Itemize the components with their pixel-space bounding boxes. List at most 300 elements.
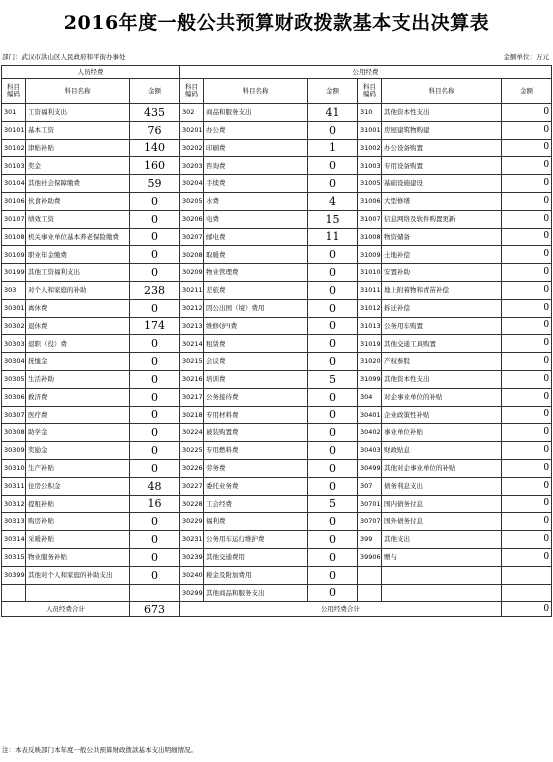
table-cell-name: 产权参股 [382, 353, 502, 371]
table-cell-amount: 0 [308, 317, 358, 335]
table-cell-name: 其他社会保障缴费 [26, 175, 130, 193]
table-cell-amount: 48 [130, 477, 180, 495]
table-cell-name [26, 584, 130, 602]
table-cell-code: 31012 [358, 299, 382, 317]
table-cell-amount: 0 [502, 175, 552, 193]
table-cell-name: 印刷费 [204, 139, 308, 157]
table-cell-amount: 0 [502, 406, 552, 424]
table-row [2, 548, 552, 566]
table-row [2, 192, 552, 210]
table-cell-amount: 0 [308, 424, 358, 442]
table-cell-amount: 0 [130, 388, 180, 406]
table-cell-name: 大型修缮 [382, 192, 502, 210]
amount-header: 金额 [130, 79, 180, 104]
table-cell-amount: 0 [130, 299, 180, 317]
table-row [2, 370, 552, 388]
table-cell-code [358, 584, 382, 602]
table-cell-amount: 0 [130, 192, 180, 210]
table-cell-code: 399 [358, 531, 382, 549]
table-row [2, 335, 552, 353]
table-cell-name: 救济费 [26, 388, 130, 406]
table-cell-name: 安置补助 [382, 264, 502, 282]
table-cell-code: 30307 [2, 406, 26, 424]
table-cell-name: 其他工资福利支出 [26, 264, 130, 282]
code-header: 科目编码 [180, 79, 204, 104]
table-cell-code: 30107 [2, 210, 26, 228]
table-cell-code: 30299 [180, 584, 204, 602]
table-cell-name: 奖励金 [26, 442, 130, 460]
table-cell-name: 商品和服务支出 [204, 104, 308, 122]
table-cell-code: 30240 [180, 566, 204, 584]
table-cell-name: 专用燃料费 [204, 442, 308, 460]
table-cell-amount: 0 [502, 281, 552, 299]
footnote: 注：本表反映部门本年度一般公共预算财政拨款基本支出明细情况。 [2, 746, 197, 754]
table-cell-amount: 0 [502, 459, 552, 477]
table-cell-code: 30312 [2, 495, 26, 513]
table-cell-amount: 0 [308, 299, 358, 317]
table-cell-code: 31099 [358, 370, 382, 388]
table-cell-code: 30309 [2, 442, 26, 460]
table-cell-amount: 0 [130, 513, 180, 531]
table-cell-code: 30109 [2, 246, 26, 264]
table-row [2, 353, 552, 371]
table-cell-code: 30701 [358, 495, 382, 513]
table-cell-amount: 0 [308, 246, 358, 264]
table-row [2, 424, 552, 442]
table-cell-code: 30208 [180, 246, 204, 264]
table-cell-name: 机关事业单位基本养老保险缴费 [26, 228, 130, 246]
table-cell-amount: 0 [308, 335, 358, 353]
table-cell-name: 工会经费 [204, 495, 308, 513]
table-row [2, 513, 552, 531]
table-cell-name: 企业政策性补贴 [382, 406, 502, 424]
department-label: 部门：武汉市洪山区人民政府和平街办事处 [2, 53, 126, 61]
table-cell-code: 30102 [2, 139, 26, 157]
table-cell-amount: 0 [502, 335, 552, 353]
table-cell-name: 手续费 [204, 175, 308, 193]
table-cell-amount: 15 [308, 210, 358, 228]
table-cell-amount: 16 [130, 495, 180, 513]
table-row [2, 531, 552, 549]
table-cell-name: 房屋建筑物购建 [382, 121, 502, 139]
table-cell-name: 专用设备购置 [382, 157, 502, 175]
table-row [2, 157, 552, 175]
table-row [2, 388, 552, 406]
table-cell-amount: 0 [502, 531, 552, 549]
table-cell-name: 生产补贴 [26, 459, 130, 477]
table-row [2, 406, 552, 424]
table-cell-name: 对企事业单位的补贴 [382, 388, 502, 406]
table-cell-code: 30229 [180, 513, 204, 531]
table-cell-name: 财政贴息 [382, 442, 502, 460]
table-cell-code: 30310 [2, 459, 26, 477]
table-cell-amount [130, 584, 180, 602]
table-cell-name: 基础设施建设 [382, 175, 502, 193]
table-cell-name: 其他交通工具购置 [382, 335, 502, 353]
table-cell-amount: 0 [130, 459, 180, 477]
table-cell-name: 专用材料费 [204, 406, 308, 424]
table-cell-code: 39906 [358, 548, 382, 566]
table-cell-name: 邮电费 [204, 228, 308, 246]
table-cell-amount: 41 [308, 104, 358, 122]
table-cell-name: 福利费 [204, 513, 308, 531]
table-cell-name: 职业年金缴费 [26, 246, 130, 264]
table-cell-name: 奖金 [26, 157, 130, 175]
table-cell-name: 拆迁补偿 [382, 299, 502, 317]
table-cell-amount: 0 [130, 424, 180, 442]
table-cell-amount: 0 [130, 442, 180, 460]
table-cell-name: 住房公积金 [26, 477, 130, 495]
table-cell-amount: 0 [130, 246, 180, 264]
table-cell-code: 30228 [180, 495, 204, 513]
table-cell-amount: 0 [130, 548, 180, 566]
table-row [2, 210, 552, 228]
table-cell-code: 30205 [180, 192, 204, 210]
table-cell-amount: 0 [502, 246, 552, 264]
table-cell-name: 国内债务付息 [382, 495, 502, 513]
table-cell-amount: 0 [502, 228, 552, 246]
table-cell-code [2, 584, 26, 602]
table-cell-code: 304 [358, 388, 382, 406]
table-cell-amount: 0 [502, 424, 552, 442]
table-cell-name: 生活补助 [26, 370, 130, 388]
table-cell-code: 30204 [180, 175, 204, 193]
table-cell-code: 30239 [180, 548, 204, 566]
table-cell-code: 30707 [358, 513, 382, 531]
table-cell-amount: 0 [308, 175, 358, 193]
table-cell-name: 公务用车运行维护费 [204, 531, 308, 549]
name-header: 科目名称 [382, 79, 502, 104]
table-cell-amount: 0 [502, 317, 552, 335]
table-cell-code: 30104 [2, 175, 26, 193]
table-cell-code: 31003 [358, 157, 382, 175]
table-cell-name: 其他对企事业单位的补贴 [382, 459, 502, 477]
table-cell-name: 事业单位补贴 [382, 424, 502, 442]
table-cell-amount: 435 [130, 104, 180, 122]
table-cell-amount: 11 [308, 228, 358, 246]
table-cell-amount: 0 [308, 584, 358, 602]
table-cell-amount: 0 [502, 210, 552, 228]
table-cell-code: 30226 [180, 459, 204, 477]
table-cell-code: 31019 [358, 335, 382, 353]
personnel-total-label: 人员经费合计 [2, 602, 130, 617]
table-cell-amount: 0 [130, 353, 180, 371]
table-cell-name: 物资储备 [382, 228, 502, 246]
table-cell-name: 培训费 [204, 370, 308, 388]
table-cell-amount: 140 [130, 139, 180, 157]
table-cell-code: 30302 [2, 317, 26, 335]
table-cell-amount: 0 [130, 406, 180, 424]
table-cell-code: 30108 [2, 228, 26, 246]
table-cell-code: 30224 [180, 424, 204, 442]
table-cell-name: 公务用车购置 [382, 317, 502, 335]
table-cell-name: 离休费 [26, 299, 130, 317]
table-cell-code: 30217 [180, 388, 204, 406]
table-cell-amount: 76 [130, 121, 180, 139]
table-cell-code: 30314 [2, 531, 26, 549]
table-row [2, 566, 552, 584]
table-cell-name: 会议费 [204, 353, 308, 371]
table-cell-code: 30311 [2, 477, 26, 495]
table-cell-name: 赠与 [382, 548, 502, 566]
table-cell-amount: 0 [502, 264, 552, 282]
table-cell-name: 其他商品和服务支出 [204, 584, 308, 602]
table-cell-amount: 0 [308, 157, 358, 175]
table-cell-name: 公务接待费 [204, 388, 308, 406]
table-row [2, 477, 552, 495]
table-cell-amount: 0 [502, 370, 552, 388]
table-row [2, 121, 552, 139]
table-cell-code: 30101 [2, 121, 26, 139]
table-cell-code: 30305 [2, 370, 26, 388]
table-row [2, 104, 552, 122]
table-cell-code: 30206 [180, 210, 204, 228]
code-header: 科目编码 [358, 79, 382, 104]
table-cell-name: 其他对个人和家庭的补助支出 [26, 566, 130, 584]
table-row [2, 495, 552, 513]
table-cell-name: 退休费 [26, 317, 130, 335]
table-cell-name: 采暖补贴 [26, 531, 130, 549]
table-cell-code: 30402 [358, 424, 382, 442]
table-cell-name: 物业服务补贴 [26, 548, 130, 566]
table-cell-amount: 0 [502, 104, 552, 122]
table-cell-name: 退职（役）费 [26, 335, 130, 353]
table-cell-amount: 0 [130, 228, 180, 246]
table-row [2, 281, 552, 299]
table-cell-name: 因公出国（境）费用 [204, 299, 308, 317]
table-cell-amount: 0 [308, 281, 358, 299]
table-cell-amount: 0 [502, 477, 552, 495]
table-row [2, 264, 552, 282]
table-cell-code: 30403 [358, 442, 382, 460]
table-cell-code: 307 [358, 477, 382, 495]
table-cell-name: 助学金 [26, 424, 130, 442]
table-cell-code: 30212 [180, 299, 204, 317]
table-cell-amount: 0 [308, 531, 358, 549]
table-cell-amount: 0 [502, 121, 552, 139]
public-group-header: 公用经费 [180, 66, 552, 79]
name-header: 科目名称 [26, 79, 130, 104]
table-cell-name: 国外债务付息 [382, 513, 502, 531]
page-title: 2016年度一般公共预算财政拨款基本支出决算表 [63, 12, 490, 34]
public-total-label: 公用经费合计 [180, 602, 502, 617]
table-cell-code [358, 566, 382, 584]
table-cell-code: 30218 [180, 406, 204, 424]
table-cell-name: 办公费 [204, 121, 308, 139]
table-cell-amount: 0 [502, 442, 552, 460]
table-cell-code: 31011 [358, 281, 382, 299]
table-cell-code: 30225 [180, 442, 204, 460]
table-cell-name: 物业管理费 [204, 264, 308, 282]
table-cell-name: 电费 [204, 210, 308, 228]
table-cell-code: 30103 [2, 157, 26, 175]
table-cell-code: 31005 [358, 175, 382, 193]
table-cell-amount: 0 [130, 370, 180, 388]
table-cell-code: 30216 [180, 370, 204, 388]
table-cell-name: 伙食补助费 [26, 192, 130, 210]
table-cell-name: 办公设备购置 [382, 139, 502, 157]
expenditure-table [1, 65, 552, 617]
table-cell-name: 津贴补贴 [26, 139, 130, 157]
personnel-group-header: 人员经费 [2, 66, 180, 79]
table-cell-code: 30301 [2, 299, 26, 317]
table-cell-name: 其他资本性支出 [382, 370, 502, 388]
table-cell-code: 30209 [180, 264, 204, 282]
table-cell-code: 31007 [358, 210, 382, 228]
table-cell-amount: 0 [308, 566, 358, 584]
table-cell-amount: 0 [502, 299, 552, 317]
table-cell-name: 取暖费 [204, 246, 308, 264]
table-cell-code: 31008 [358, 228, 382, 246]
table-cell-name: 维修(护)费 [204, 317, 308, 335]
amount-header: 金额 [502, 79, 552, 104]
table-row [2, 299, 552, 317]
table-cell-name: 提租补贴 [26, 495, 130, 513]
table-cell-name: 对个人和家庭的补助 [26, 281, 130, 299]
table-cell-code: 31013 [358, 317, 382, 335]
table-cell-name: 债务利息支出 [382, 477, 502, 495]
table-cell-amount: 0 [502, 157, 552, 175]
table-cell-name: 绩效工资 [26, 210, 130, 228]
table-cell-code: 310 [358, 104, 382, 122]
table-cell-code: 303 [2, 281, 26, 299]
table-cell-code: 30304 [2, 353, 26, 371]
table-cell-name: 其他资本性支出 [382, 104, 502, 122]
amount-unit-label: 金额单位：万元 [503, 53, 549, 61]
table-cell-amount: 5 [308, 370, 358, 388]
table-cell-name [382, 566, 502, 584]
table-cell-amount: 0 [308, 388, 358, 406]
table-cell-name: 水费 [204, 192, 308, 210]
table-cell-code: 30315 [2, 548, 26, 566]
table-row [2, 584, 552, 602]
table-cell-code: 31001 [358, 121, 382, 139]
table-cell-amount: 0 [308, 353, 358, 371]
table-row [2, 139, 552, 157]
table-cell-code: 30199 [2, 264, 26, 282]
table-row [2, 459, 552, 477]
table-cell-amount: 0 [502, 139, 552, 157]
table-cell-name: 被装购置费 [204, 424, 308, 442]
table-cell-code: 31002 [358, 139, 382, 157]
table-cell-name: 差旅费 [204, 281, 308, 299]
table-cell-amount: 0 [308, 513, 358, 531]
table-cell-code: 30499 [358, 459, 382, 477]
table-cell-amount: 0 [502, 513, 552, 531]
table-cell-amount: 238 [130, 281, 180, 299]
table-cell-amount: 0 [308, 264, 358, 282]
table-cell-code: 30215 [180, 353, 204, 371]
table-cell-code: 31020 [358, 353, 382, 371]
table-cell-amount: 0 [130, 210, 180, 228]
table-row [2, 317, 552, 335]
table-cell-amount: 0 [502, 353, 552, 371]
table-cell-code: 30211 [180, 281, 204, 299]
personnel-total-value: 673 [130, 602, 180, 617]
table-cell-name: 地上附着物和青苗补偿 [382, 281, 502, 299]
table-cell-code: 30201 [180, 121, 204, 139]
public-total-value: 0 [502, 602, 552, 617]
table-cell-amount: 0 [308, 477, 358, 495]
table-row [2, 246, 552, 264]
table-cell-name: 抚恤金 [26, 353, 130, 371]
table-cell-code: 30207 [180, 228, 204, 246]
table-row [2, 228, 552, 246]
table-cell-amount: 0 [130, 264, 180, 282]
table-cell-name: 医疗费 [26, 406, 130, 424]
table-cell-code: 30213 [180, 317, 204, 335]
table-cell-code: 30227 [180, 477, 204, 495]
table-cell-amount: 5 [308, 495, 358, 513]
table-cell-amount: 0 [308, 459, 358, 477]
table-cell-code: 30202 [180, 139, 204, 157]
code-header: 科目编码 [2, 79, 26, 104]
table-cell-amount [502, 566, 552, 584]
table-cell-amount: 0 [308, 406, 358, 424]
table-cell-code: 30303 [2, 335, 26, 353]
table-cell-name: 租赁费 [204, 335, 308, 353]
table-cell-code: 301 [2, 104, 26, 122]
table-cell-name: 工资福利支出 [26, 104, 130, 122]
table-cell-amount: 0 [502, 192, 552, 210]
table-cell-amount: 0 [502, 388, 552, 406]
table-cell-amount: 1 [308, 139, 358, 157]
table-cell-name [382, 584, 502, 602]
table-cell-name: 信息网络及软件购置更新 [382, 210, 502, 228]
table-cell-code: 30399 [2, 566, 26, 584]
table-cell-code: 31009 [358, 246, 382, 264]
table-cell-code: 31006 [358, 192, 382, 210]
table-cell-amount: 0 [308, 442, 358, 460]
table-cell-amount: 0 [308, 548, 358, 566]
table-cell-name: 其他交通费用 [204, 548, 308, 566]
table-row [2, 175, 552, 193]
table-cell-amount: 0 [502, 495, 552, 513]
table-cell-amount: 0 [130, 531, 180, 549]
table-cell-name: 劳务费 [204, 459, 308, 477]
table-cell-amount: 4 [308, 192, 358, 210]
table-cell-code: 30106 [2, 192, 26, 210]
table-cell-code: 31010 [358, 264, 382, 282]
table-cell-name: 购房补贴 [26, 513, 130, 531]
table-cell-name: 基本工资 [26, 121, 130, 139]
table-cell-code: 30401 [358, 406, 382, 424]
table-cell-amount: 0 [130, 335, 180, 353]
table-cell-amount: 160 [130, 157, 180, 175]
name-header: 科目名称 [204, 79, 308, 104]
table-cell-amount: 0 [308, 121, 358, 139]
table-cell-code: 30306 [2, 388, 26, 406]
table-row [2, 442, 552, 460]
table-cell-code: 30214 [180, 335, 204, 353]
table-cell-amount: 174 [130, 317, 180, 335]
table-cell-name: 委托业务费 [204, 477, 308, 495]
table-cell-name: 其他支出 [382, 531, 502, 549]
table-cell-amount: 59 [130, 175, 180, 193]
table-cell-name: 税金及附加费用 [204, 566, 308, 584]
table-cell-code: 30313 [2, 513, 26, 531]
amount-header: 金额 [308, 79, 358, 104]
table-cell-name: 土地补偿 [382, 246, 502, 264]
table-cell-amount: 0 [502, 548, 552, 566]
table-cell-code: 30203 [180, 157, 204, 175]
table-cell-name: 咨询费 [204, 157, 308, 175]
table-cell-amount: 0 [130, 566, 180, 584]
table-cell-code: 302 [180, 104, 204, 122]
table-cell-amount [502, 584, 552, 602]
table-cell-code: 30308 [2, 424, 26, 442]
table-cell-code: 30231 [180, 531, 204, 549]
